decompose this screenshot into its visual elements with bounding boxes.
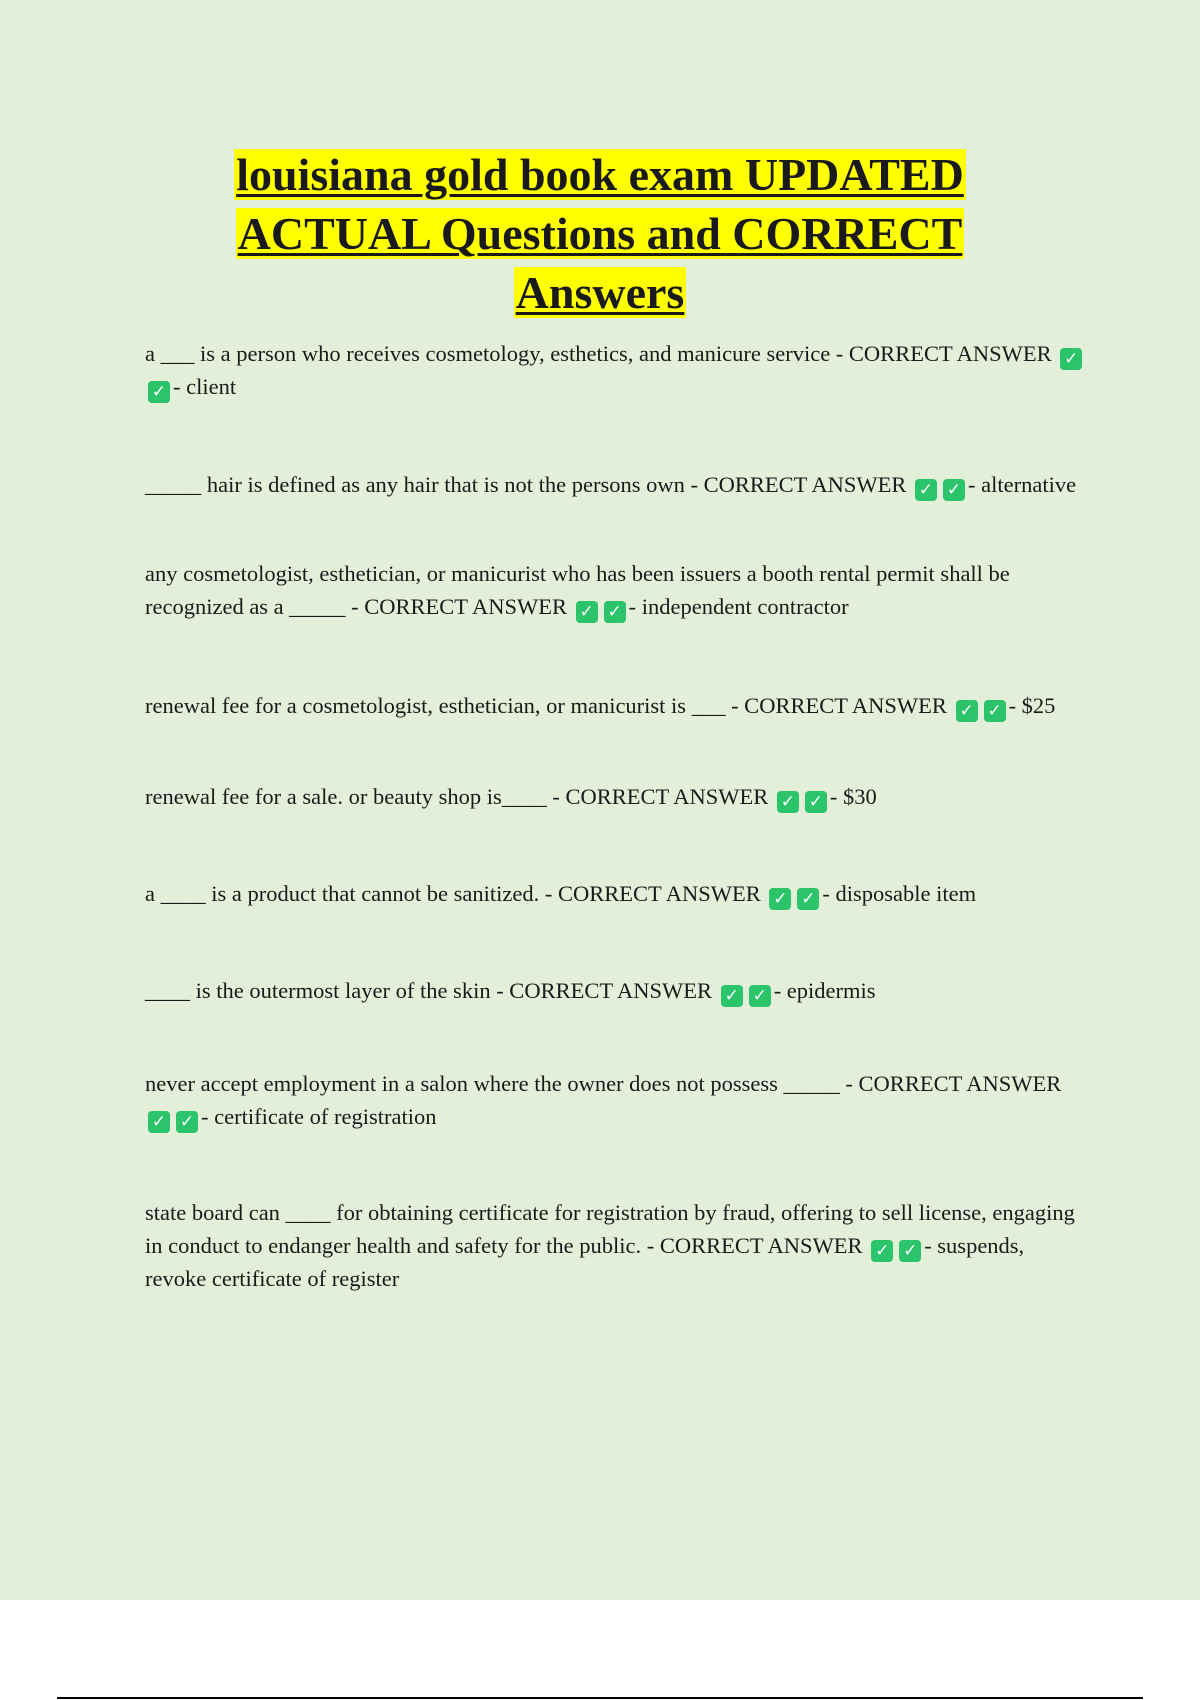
- check-mark-button-icon: ✓: [805, 791, 827, 813]
- check-mark-button-icon: ✓: [148, 1111, 170, 1133]
- document-title: [200, 145, 1000, 322]
- check-mark-button-icon: ✓: [915, 479, 937, 501]
- answer-text: - independent contractor: [628, 594, 849, 619]
- question-text: never accept employment in a salon where the owner does not possess _____ - CORRECT ANSWER: [145, 1071, 1062, 1096]
- answer-text: - epidermis: [773, 978, 876, 1003]
- qa-item: [145, 1067, 1090, 1133]
- check-mark-button-icon: ✓: [871, 1240, 893, 1262]
- question-text: renewal fee for a sale. or beauty shop is____ - CORRECT ANSWER: [145, 784, 769, 809]
- answer-text: - $30: [829, 784, 877, 809]
- answer-text: - alternative: [968, 472, 1077, 497]
- document-title-text: louisiana gold book exam UPDATED ACTUAL Questions and CORRECT Answers: [236, 149, 964, 318]
- check-mark-button-icon: ✓: [777, 791, 799, 813]
- check-mark-button-icon: ✓: [749, 985, 771, 1007]
- answer-text: - client: [173, 374, 237, 399]
- qa-item: [145, 974, 1090, 1007]
- answer-text: - disposable item: [822, 881, 977, 906]
- check-mark-button-icon: ✓: [176, 1111, 198, 1133]
- check-mark-button-icon: ✓: [576, 601, 598, 623]
- title-block: [0, 145, 1200, 322]
- question-text: renewal fee for a cosmetologist, esthetician, or manicurist is ___ - CORRECT ANSWER: [145, 693, 947, 718]
- qa-item: [145, 557, 1090, 623]
- qa-item: [145, 877, 1090, 910]
- qa-item: [145, 337, 1090, 403]
- footer-divider: [57, 1697, 1143, 1699]
- question-text: ____ is the outermost layer of the skin - CORRECT ANSWER: [145, 978, 713, 1003]
- check-mark-button-icon: ✓: [797, 888, 819, 910]
- question-text: any cosmetologist, esthetician, or manicurist who has been issuers a booth rental permit shall be recognized as a _____ - CORRECT ANSWER: [145, 561, 1010, 619]
- check-mark-button-icon: ✓: [604, 601, 626, 623]
- check-mark-button-icon: ✓: [769, 888, 791, 910]
- answer-text: - $25: [1008, 693, 1056, 718]
- check-mark-button-icon: ✓: [1060, 348, 1082, 370]
- check-mark-button-icon: ✓: [943, 479, 965, 501]
- qa-item: [145, 468, 1090, 501]
- check-mark-button-icon: ✓: [148, 381, 170, 403]
- answer-text: - certificate of registration: [201, 1104, 437, 1129]
- question-text: a ____ is a product that cannot be sanitized. - CORRECT ANSWER: [145, 881, 761, 906]
- qa-item: [145, 780, 1090, 813]
- question-text: _____ hair is defined as any hair that is not the persons own - CORRECT ANSWER: [145, 472, 907, 497]
- check-mark-button-icon: ✓: [984, 700, 1006, 722]
- question-text: a ___ is a person who receives cosmetology, esthetics, and manicure service - CORRECT ANSWER: [145, 341, 1052, 366]
- check-mark-button-icon: ✓: [956, 700, 978, 722]
- question-text: state board can ____ for obtaining certificate for registration by fraud, offering to sell license, engaging in conduct to endanger health and safety for the public. - CORRECT ANSWER: [145, 1200, 1075, 1258]
- check-mark-button-icon: ✓: [721, 985, 743, 1007]
- answer-text: - suspends, revoke certificate of register: [145, 1233, 1025, 1291]
- check-mark-button-icon: ✓: [899, 1240, 921, 1262]
- qa-list: [145, 337, 1090, 1291]
- qa-item: [145, 689, 1090, 722]
- qa-item: [145, 1196, 1090, 1295]
